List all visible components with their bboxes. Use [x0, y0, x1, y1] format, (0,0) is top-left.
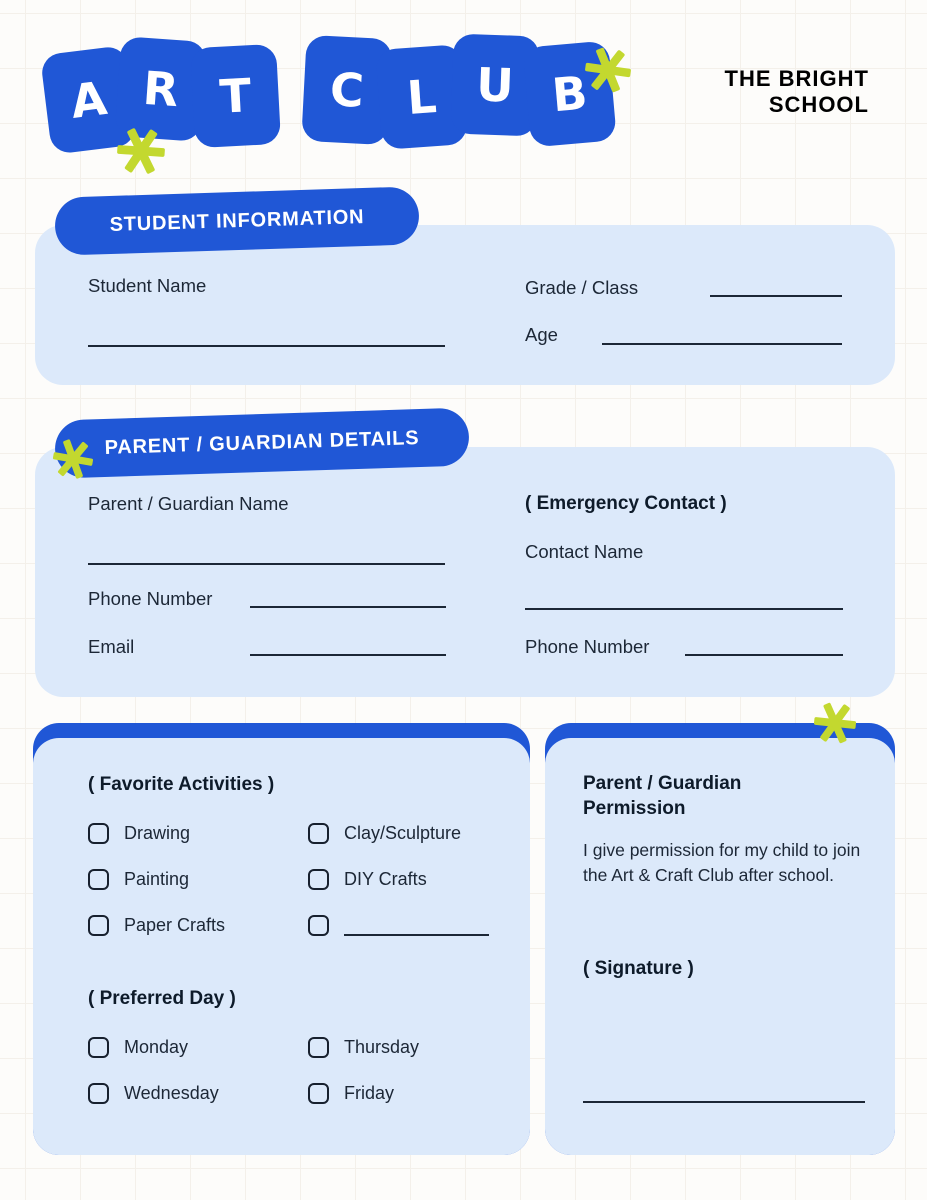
checkbox-label: Wednesday: [124, 1083, 219, 1103]
checkbox-label: Clay/Sculpture: [344, 823, 462, 843]
email-label: Email: [88, 636, 135, 657]
activities-card: [33, 723, 530, 1155]
phone-number-label: Phone Number: [88, 588, 213, 609]
emergency-phone-label: Phone Number: [525, 636, 650, 657]
asterisk-icon: [114, 124, 167, 177]
student-name-field-line[interactable]: [88, 345, 445, 347]
parent-name-label: Parent / Guardian Name: [88, 493, 289, 514]
school-name-line1: THE BRIGHT: [724, 66, 869, 91]
permission-body-text: I give permission for my child to join the Art & Craft Club after school.: [583, 840, 861, 886]
checkbox-diy-crafts[interactable]: [308, 869, 329, 890]
logo-letter-tile: C: [301, 35, 392, 145]
age-label: Age: [525, 324, 558, 345]
logo-letter-tile: R: [114, 36, 207, 142]
contact-name-label: Contact Name: [525, 541, 644, 562]
checkbox-label: Friday: [344, 1083, 395, 1103]
parent-name-field-line[interactable]: [88, 563, 445, 565]
signature-field-line[interactable]: [583, 1101, 865, 1103]
checkbox-wednesday[interactable]: [88, 1083, 109, 1104]
asterisk-icon: [581, 43, 635, 97]
email-field-line[interactable]: [250, 654, 446, 656]
age-field-line[interactable]: [602, 343, 842, 345]
parent-details-section: [35, 447, 895, 697]
contact-name-field-line[interactable]: [525, 608, 843, 610]
checkbox-painting[interactable]: [88, 869, 109, 890]
permission-card-inner: [545, 738, 895, 1155]
activities-card-inner: [33, 738, 530, 1155]
permission-title: Parent / Guardian Permission: [583, 773, 742, 819]
asterisk-icon: [49, 435, 98, 484]
checkbox-thursday[interactable]: [308, 1037, 329, 1058]
student-information-title: STUDENT INFORMATION: [109, 205, 365, 236]
checkbox-drawing[interactable]: [88, 823, 109, 844]
logo-letter-tile: A: [40, 45, 138, 155]
phone-number-field-line[interactable]: [250, 606, 446, 608]
emergency-phone-field-line[interactable]: [685, 654, 843, 656]
checkbox-label: Paper Crafts: [124, 915, 226, 935]
favorite-activities-title: ( Favorite Activities ): [88, 774, 275, 795]
logo-letter-tile: B: [523, 40, 617, 147]
checkbox-other-activity[interactable]: [308, 915, 329, 936]
signature-label: ( Signature ): [583, 958, 694, 979]
logo-letter-tile: L: [375, 44, 468, 150]
preferred-day-title: ( Preferred Day ): [88, 988, 236, 1009]
other-activity-field-line[interactable]: [344, 916, 489, 936]
checkbox-label: DIY Crafts: [344, 869, 427, 889]
checkbox-label: Thursday: [344, 1037, 420, 1057]
permission-card: [545, 723, 895, 1155]
student-information-header: [54, 186, 420, 255]
parent-details-title: PARENT / GUARDIAN DETAILS: [104, 426, 420, 459]
grade-class-label: Grade / Class: [525, 277, 639, 298]
student-name-label: Student Name: [88, 275, 207, 296]
emergency-contact-title: ( Emergency Contact ): [525, 493, 727, 514]
school-name: [725, 66, 869, 118]
grade-class-field-line[interactable]: [710, 295, 842, 297]
checkbox-label: Drawing: [124, 823, 191, 843]
school-name-line2: SCHOOL: [768, 91, 869, 117]
checkbox-clay-sculpture[interactable]: [308, 823, 329, 844]
logo-letter-tile: T: [190, 44, 281, 148]
asterisk-icon: [811, 699, 859, 747]
checkbox-friday[interactable]: [308, 1083, 329, 1104]
checkbox-paper-crafts[interactable]: [88, 915, 109, 936]
checkbox-label: Monday: [124, 1037, 189, 1057]
logo-letter-tile: U: [450, 34, 539, 137]
checkbox-label: Painting: [124, 869, 190, 889]
checkbox-monday[interactable]: [88, 1037, 109, 1058]
